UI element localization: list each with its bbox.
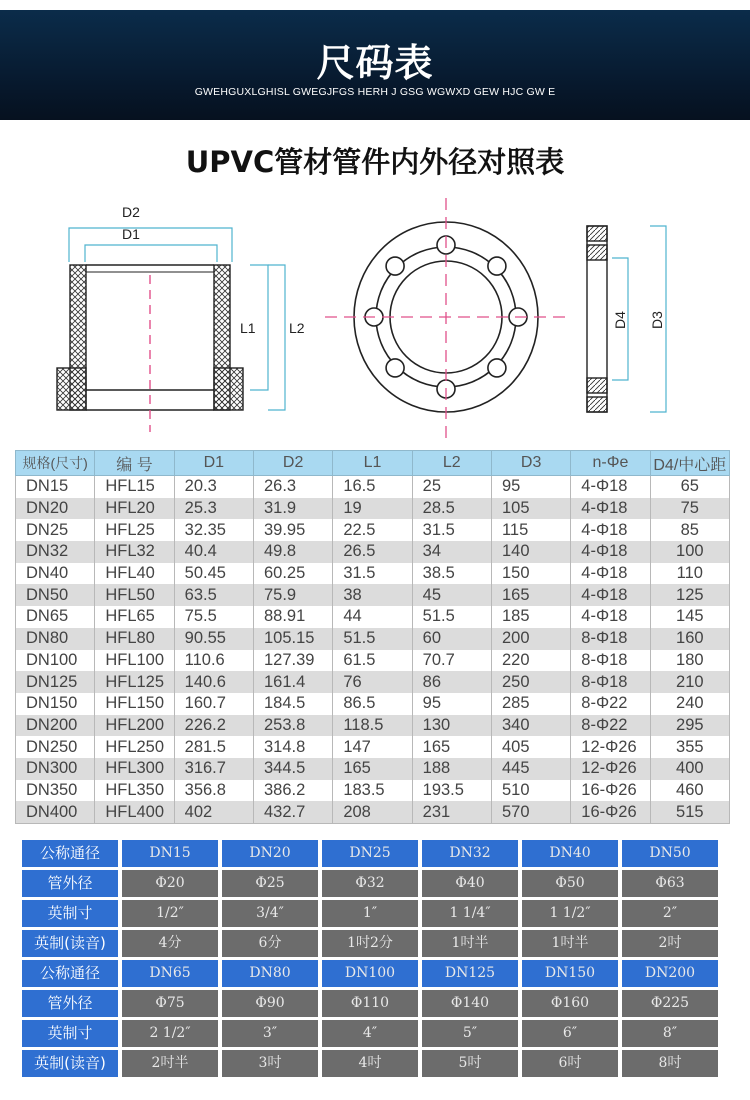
table-cell: HFL400 — [95, 801, 174, 823]
table-row — [16, 736, 730, 758]
front-flange-view — [325, 198, 570, 440]
table-cell: DN400 — [16, 801, 95, 823]
size-cell: 6吋 — [522, 1050, 618, 1077]
table-cell: 26.5 — [333, 541, 412, 563]
table-cell: 12-Φ26 — [571, 758, 650, 780]
table-cell: HFL100 — [95, 650, 174, 672]
size-cell: 3″ — [222, 1020, 318, 1047]
table-cell: 208 — [333, 801, 412, 823]
bolt-hole — [386, 257, 404, 275]
bolt-hole — [488, 257, 506, 275]
table-cell: 188 — [412, 758, 491, 780]
bolt-hole — [488, 359, 506, 377]
size-row — [22, 960, 718, 987]
table-cell: 127.39 — [253, 650, 332, 672]
d2-label: D2 — [122, 204, 140, 220]
size-cell: Φ140 — [422, 990, 518, 1017]
table-cell: 88.91 — [253, 606, 332, 628]
table-row — [16, 671, 730, 693]
table-cell: DN125 — [16, 671, 95, 693]
size-row — [22, 1050, 718, 1077]
table-row — [16, 498, 730, 520]
size-cell: 6分 — [222, 930, 318, 957]
table-cell: 193.5 — [412, 780, 491, 802]
size-cell: Φ90 — [222, 990, 318, 1017]
size-cell: Φ110 — [322, 990, 418, 1017]
size-cell: 8吋 — [622, 1050, 718, 1077]
size-cell: Φ160 — [522, 990, 618, 1017]
table-row — [16, 519, 730, 541]
edge-flange-view — [587, 226, 607, 412]
table-cell: 45 — [412, 584, 491, 606]
table-cell: 344.5 — [253, 758, 332, 780]
table-cell: 51.5 — [412, 606, 491, 628]
table-cell: 60 — [412, 628, 491, 650]
table-cell: 515 — [650, 801, 729, 823]
table-cell: 26.3 — [253, 476, 332, 498]
size-cell: 8″ — [622, 1020, 718, 1047]
table-cell: DN200 — [16, 715, 95, 737]
d4-label: D4 — [612, 311, 628, 329]
table-cell: 295 — [650, 715, 729, 737]
size-cell: Φ32 — [322, 870, 418, 897]
size-cell: DN200 — [622, 960, 718, 987]
column-header: 编 号 — [95, 451, 174, 476]
size-cell: Φ225 — [622, 990, 718, 1017]
table-cell: 8-Φ18 — [571, 650, 650, 672]
table-cell: 4-Φ18 — [571, 498, 650, 520]
size-row-label: 管外径 — [22, 870, 118, 897]
size-cell: DN150 — [522, 960, 618, 987]
table-cell: 281.5 — [174, 736, 253, 758]
table-cell: 75.9 — [253, 584, 332, 606]
table-cell: HFL125 — [95, 671, 174, 693]
table-cell: 240 — [650, 693, 729, 715]
table-cell: 110 — [650, 563, 729, 585]
table-cell: 340 — [491, 715, 570, 737]
table-cell: 165 — [491, 584, 570, 606]
size-row — [22, 930, 718, 957]
size-row-label: 管外径 — [22, 990, 118, 1017]
table-cell: 61.5 — [333, 650, 412, 672]
table-cell: 31.9 — [253, 498, 332, 520]
table-cell: 125 — [650, 584, 729, 606]
size-row-label: 英制寸 — [22, 1020, 118, 1047]
size-cell: 6″ — [522, 1020, 618, 1047]
header-banner — [0, 10, 750, 120]
table-cell: HFL150 — [95, 693, 174, 715]
table-cell: HFL65 — [95, 606, 174, 628]
size-cell: 4吋 — [322, 1050, 418, 1077]
table-cell: 400 — [650, 758, 729, 780]
table-cell: DN65 — [16, 606, 95, 628]
table-row — [16, 476, 730, 498]
spec-table — [15, 450, 730, 824]
table-cell: HFL300 — [95, 758, 174, 780]
table-cell: 4-Φ18 — [571, 541, 650, 563]
table-row — [16, 780, 730, 802]
table-cell: 50.45 — [174, 563, 253, 585]
table-cell: 285 — [491, 693, 570, 715]
size-cell: 4″ — [322, 1020, 418, 1047]
table-cell: 130 — [412, 715, 491, 737]
table-cell: 140.6 — [174, 671, 253, 693]
column-header: L2 — [412, 451, 491, 476]
table-cell: 31.5 — [412, 519, 491, 541]
table-row — [16, 628, 730, 650]
table-cell: 25.3 — [174, 498, 253, 520]
bolt-hole — [386, 359, 404, 377]
table-cell: DN80 — [16, 628, 95, 650]
banner-title: 尺码表 — [316, 41, 434, 85]
table-cell: 183.5 — [333, 780, 412, 802]
table-cell: 402 — [174, 801, 253, 823]
table-cell: 32.35 — [174, 519, 253, 541]
table-cell: HFL15 — [95, 476, 174, 498]
table-cell: HFL350 — [95, 780, 174, 802]
page-heading: UPVC管材管件内外径对照表 — [185, 145, 565, 179]
table-cell: HFL32 — [95, 541, 174, 563]
size-row-label: 英制寸 — [22, 900, 118, 927]
size-table — [22, 840, 718, 1080]
table-cell: 76 — [333, 671, 412, 693]
size-cell: DN25 — [322, 840, 418, 867]
size-cell: DN32 — [422, 840, 518, 867]
size-cell: DN50 — [622, 840, 718, 867]
table-cell: 22.5 — [333, 519, 412, 541]
column-header: L1 — [333, 451, 412, 476]
size-row-label: 英制(读音) — [22, 930, 118, 957]
size-cell: Φ20 — [122, 870, 218, 897]
table-cell: DN300 — [16, 758, 95, 780]
table-cell: 105 — [491, 498, 570, 520]
table-cell: 8-Φ18 — [571, 628, 650, 650]
table-cell: 355 — [650, 736, 729, 758]
table-cell: HFL20 — [95, 498, 174, 520]
table-cell: 75.5 — [174, 606, 253, 628]
table-cell: 165 — [412, 736, 491, 758]
table-cell: HFL250 — [95, 736, 174, 758]
table-cell: 356.8 — [174, 780, 253, 802]
size-cell: DN15 — [122, 840, 218, 867]
table-cell: 49.8 — [253, 541, 332, 563]
table-cell: DN350 — [16, 780, 95, 802]
table-cell: DN32 — [16, 541, 95, 563]
table-row — [16, 758, 730, 780]
table-cell: 4-Φ18 — [571, 563, 650, 585]
table-cell: 38 — [333, 584, 412, 606]
table-cell: HFL50 — [95, 584, 174, 606]
column-header: D2 — [253, 451, 332, 476]
table-cell: 39.95 — [253, 519, 332, 541]
table-cell: DN50 — [16, 584, 95, 606]
table-cell: 4-Φ18 — [571, 606, 650, 628]
table-cell: 147 — [333, 736, 412, 758]
size-row-label: 公称通径 — [22, 960, 118, 987]
table-row — [16, 715, 730, 737]
table-cell: 316.7 — [174, 758, 253, 780]
size-cell: 2吋半 — [122, 1050, 218, 1077]
table-row — [16, 563, 730, 585]
table-cell: 8-Φ22 — [571, 693, 650, 715]
table-cell: 570 — [491, 801, 570, 823]
table-cell: 40.4 — [174, 541, 253, 563]
size-cell: 2″ — [622, 900, 718, 927]
table-cell: 16.5 — [333, 476, 412, 498]
table-cell: 100 — [650, 541, 729, 563]
size-cell: 5吋 — [422, 1050, 518, 1077]
table-cell: 44 — [333, 606, 412, 628]
table-cell: DN20 — [16, 498, 95, 520]
table-cell: 110.6 — [174, 650, 253, 672]
table-cell: 160 — [650, 628, 729, 650]
size-row — [22, 900, 718, 927]
size-cell: DN125 — [422, 960, 518, 987]
table-cell: 86.5 — [333, 693, 412, 715]
size-cell: 1吋半 — [522, 930, 618, 957]
size-cell: 1″ — [322, 900, 418, 927]
table-cell: 25 — [412, 476, 491, 498]
table-cell: 150 — [491, 563, 570, 585]
table-cell: 38.5 — [412, 563, 491, 585]
size-row — [22, 840, 718, 867]
d1-label: D1 — [122, 226, 140, 242]
l1-label: L1 — [240, 320, 256, 336]
table-cell: 8-Φ22 — [571, 715, 650, 737]
table-cell: 184.5 — [253, 693, 332, 715]
size-cell: 1 1/2″ — [522, 900, 618, 927]
column-header: n-Φe — [571, 451, 650, 476]
size-cell: 1吋半 — [422, 930, 518, 957]
banner-subtitle: GWEHGUXLGHISL GWEGJFGS HERH J GSG WGWXD GEW HJC GW E — [194, 86, 556, 98]
table-cell: 386.2 — [253, 780, 332, 802]
table-cell: 70.7 — [412, 650, 491, 672]
size-cell: 1 1/4″ — [422, 900, 518, 927]
table-row — [16, 693, 730, 715]
table-cell: 460 — [650, 780, 729, 802]
table-cell: 231 — [412, 801, 491, 823]
table-cell: 63.5 — [174, 584, 253, 606]
size-row-label: 公称通径 — [22, 840, 118, 867]
size-cell: DN100 — [322, 960, 418, 987]
table-cell: 51.5 — [333, 628, 412, 650]
table-cell: 16-Φ26 — [571, 780, 650, 802]
table-row — [16, 801, 730, 823]
table-cell: 4-Φ18 — [571, 476, 650, 498]
table-cell: 445 — [491, 758, 570, 780]
size-cell: Φ75 — [122, 990, 218, 1017]
l2-label: L2 — [289, 320, 305, 336]
table-cell: HFL25 — [95, 519, 174, 541]
size-row — [22, 990, 718, 1017]
table-cell: 145 — [650, 606, 729, 628]
table-cell: 210 — [650, 671, 729, 693]
table-row — [16, 584, 730, 606]
table-cell: 12-Φ26 — [571, 736, 650, 758]
size-cell: 5″ — [422, 1020, 518, 1047]
side-section-view — [57, 265, 243, 432]
table-cell: 510 — [491, 780, 570, 802]
table-cell: 90.55 — [174, 628, 253, 650]
table-row — [16, 650, 730, 672]
flange-diagram — [0, 190, 750, 445]
table-cell: 115 — [491, 519, 570, 541]
table-row — [16, 541, 730, 563]
table-cell: 4-Φ18 — [571, 519, 650, 541]
table-cell: 161.4 — [253, 671, 332, 693]
table-cell: DN250 — [16, 736, 95, 758]
table-cell: HFL80 — [95, 628, 174, 650]
table-cell: 75 — [650, 498, 729, 520]
size-cell: DN65 — [122, 960, 218, 987]
table-cell: 185 — [491, 606, 570, 628]
size-cell: DN20 — [222, 840, 318, 867]
size-cell: 3/4″ — [222, 900, 318, 927]
size-cell: DN40 — [522, 840, 618, 867]
table-cell: 95 — [491, 476, 570, 498]
table-cell: 105.15 — [253, 628, 332, 650]
table-cell: 28.5 — [412, 498, 491, 520]
table-cell: 432.7 — [253, 801, 332, 823]
table-cell: 405 — [491, 736, 570, 758]
column-header: D1 — [174, 451, 253, 476]
table-cell: 20.3 — [174, 476, 253, 498]
table-cell: DN25 — [16, 519, 95, 541]
table-cell: 85 — [650, 519, 729, 541]
table-cell: 86 — [412, 671, 491, 693]
table-cell: 314.8 — [253, 736, 332, 758]
size-cell: 4分 — [122, 930, 218, 957]
table-cell: 165 — [333, 758, 412, 780]
table-cell: 140 — [491, 541, 570, 563]
column-header: D4/中心距 — [650, 451, 729, 476]
table-cell: 160.7 — [174, 693, 253, 715]
table-cell: 34 — [412, 541, 491, 563]
table-cell: 95 — [412, 693, 491, 715]
size-cell: 2 1/2″ — [122, 1020, 218, 1047]
size-row-label: 英制(读音) — [22, 1050, 118, 1077]
table-cell: 65 — [650, 476, 729, 498]
column-header: 规格(尺寸) — [16, 451, 95, 476]
table-cell: DN100 — [16, 650, 95, 672]
table-cell: HFL200 — [95, 715, 174, 737]
size-cell: Φ63 — [622, 870, 718, 897]
size-cell: Φ50 — [522, 870, 618, 897]
size-row — [22, 870, 718, 897]
table-cell: 250 — [491, 671, 570, 693]
size-row — [22, 1020, 718, 1047]
table-cell: 253.8 — [253, 715, 332, 737]
table-cell: 60.25 — [253, 563, 332, 585]
table-row — [16, 606, 730, 628]
size-cell: Φ25 — [222, 870, 318, 897]
table-cell: 200 — [491, 628, 570, 650]
table-cell: 19 — [333, 498, 412, 520]
d3-label: D3 — [649, 311, 665, 329]
table-cell: HFL40 — [95, 563, 174, 585]
table-cell: 180 — [650, 650, 729, 672]
size-cell: 1/2″ — [122, 900, 218, 927]
table-cell: DN150 — [16, 693, 95, 715]
table-cell: 118.5 — [333, 715, 412, 737]
table-cell: 31.5 — [333, 563, 412, 585]
table-cell: 226.2 — [174, 715, 253, 737]
size-cell: Φ40 — [422, 870, 518, 897]
table-cell: 4-Φ18 — [571, 584, 650, 606]
table-cell: 16-Φ26 — [571, 801, 650, 823]
column-header: D3 — [491, 451, 570, 476]
size-cell: 1吋2分 — [322, 930, 418, 957]
table-cell: DN15 — [16, 476, 95, 498]
table-cell: 220 — [491, 650, 570, 672]
table-cell: DN40 — [16, 563, 95, 585]
size-cell: 3吋 — [222, 1050, 318, 1077]
size-cell: 2吋 — [622, 930, 718, 957]
size-cell: DN80 — [222, 960, 318, 987]
table-cell: 8-Φ18 — [571, 671, 650, 693]
